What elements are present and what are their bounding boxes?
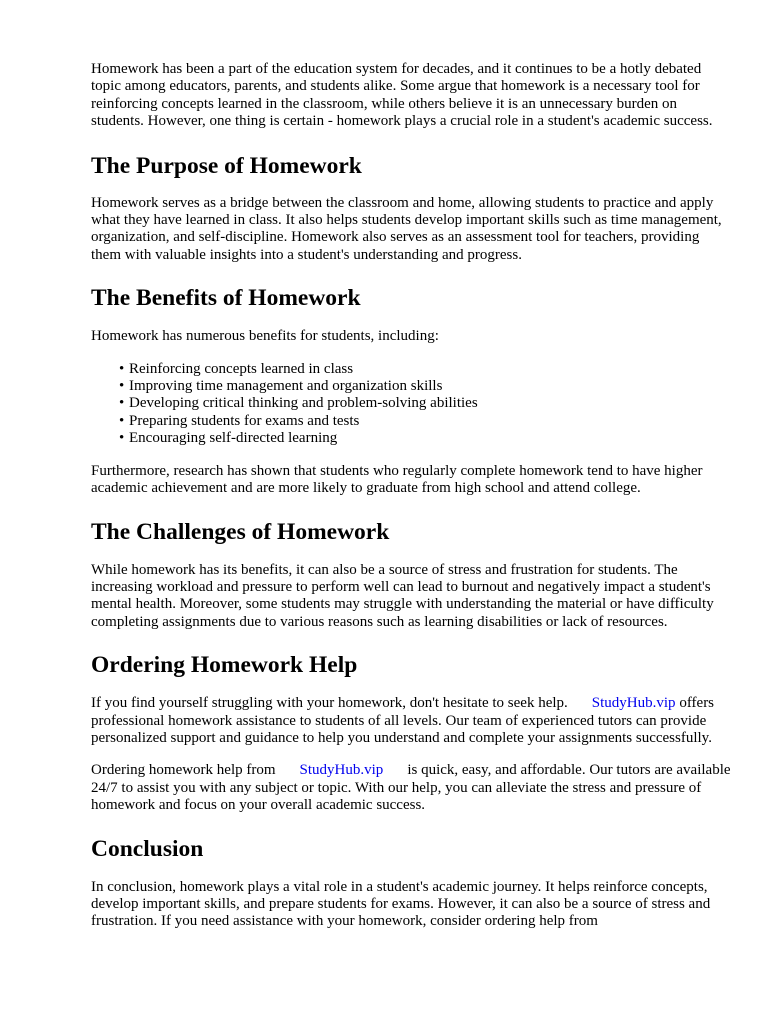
purpose-paragraph: Homework serves as a bridge between the classroom and home, allowing students to practice and apply what they have learned in class. It also helps students develop important skills such as time management, organization, and self-discipline. Homework also serves as an assessment tool for teachers, providing them with valuable insights into a student's understanding and progress. — [91, 194, 722, 263]
ordering-p1-text-after: offers professional homework assistance to students of all levels. Our team of experienced tutors can provide personalized support and guidance to help you understand and complete your assignments successfully. — [91, 695, 715, 746]
list-item-text: Encouraging self-directed learning — [129, 430, 338, 447]
list-item-text: Reinforcing concepts learned in class — [129, 360, 354, 377]
studyhub-link[interactable]: StudyHub.vip — [591, 695, 676, 712]
heading-challenges: The Challenges of Homework — [91, 518, 390, 545]
challenges-paragraph: While homework has its benefits, it can also be a source of stress and frustration for students. The increasing workload and pressure to perform well can lead to burnout and negatively impact a student's mental health. Moreover, some students may struggle with understanding the material or have difficulty completing assignments due to various reasons such as learning disabilities or lack of resources. — [91, 561, 714, 630]
list-item-text: Improving time management and organization skills — [129, 378, 443, 395]
bullet-icon: • — [119, 395, 125, 412]
bullet-icon: • — [119, 378, 125, 395]
heading-ordering: Ordering Homework Help — [91, 652, 358, 679]
heading-conclusion: Conclusion — [91, 835, 204, 862]
list-item — [91, 361, 731, 378]
studyhub-link[interactable]: StudyHub.vip — [299, 762, 384, 779]
ordering-paragraph-2 — [91, 762, 731, 814]
list-item-text: Developing critical thinking and problem-solving abilities — [129, 395, 478, 412]
list-item — [91, 378, 731, 395]
document-page — [91, 61, 731, 931]
benefits-intro: Homework has numerous benefits for students, including: — [91, 328, 439, 345]
ordering-p1-text-before: If you find yourself struggling with your homework, don't hesitate to seek help. — [91, 695, 568, 712]
list-item — [91, 395, 731, 412]
heading-purpose: The Purpose of Homework — [91, 152, 362, 179]
list-item-text: Preparing students for exams and tests — [129, 412, 360, 429]
bullet-icon: • — [119, 412, 125, 429]
benefits-outro: Furthermore, research has shown that students who regularly complete homework tend to have higher academic achievement and are more likely to graduate from high school and attend college. — [91, 462, 703, 497]
bullet-icon: • — [119, 430, 125, 447]
conclusion-paragraph: In conclusion, homework plays a vital role in a student's academic journey. It helps reinforce concepts, develop important skills, and prepare students for exams. However, it can also be a source of stress and frustration. If you need assistance with your homework, consider ordering help from — [91, 878, 711, 930]
list-item — [91, 413, 731, 430]
bullet-icon: • — [119, 360, 125, 377]
ordering-paragraph-1 — [91, 695, 731, 747]
benefits-list — [91, 361, 731, 448]
heading-benefits: The Benefits of Homework — [91, 285, 361, 312]
list-item — [91, 430, 731, 447]
intro-paragraph: Homework has been a part of the education system for decades, and it continues to be a hotly debated topic among educators, parents, and students alike. Some argue that homework is a necessary tool for reinforcing concepts learned in the classroom, while others believe it is an unnecessary burden on students. However, one thing is certain - homework plays a crucial role in a student's academic success. — [91, 61, 713, 130]
ordering-p2-text-after: is quick, easy, and affordable. Our tutors are available 24/7 to assist you with any subject or topic. With our help, you can alleviate the stress and pressure of homework and focus on your overall academic success. — [91, 762, 731, 814]
ordering-p2-text-before: Ordering homework help from — [91, 762, 276, 779]
